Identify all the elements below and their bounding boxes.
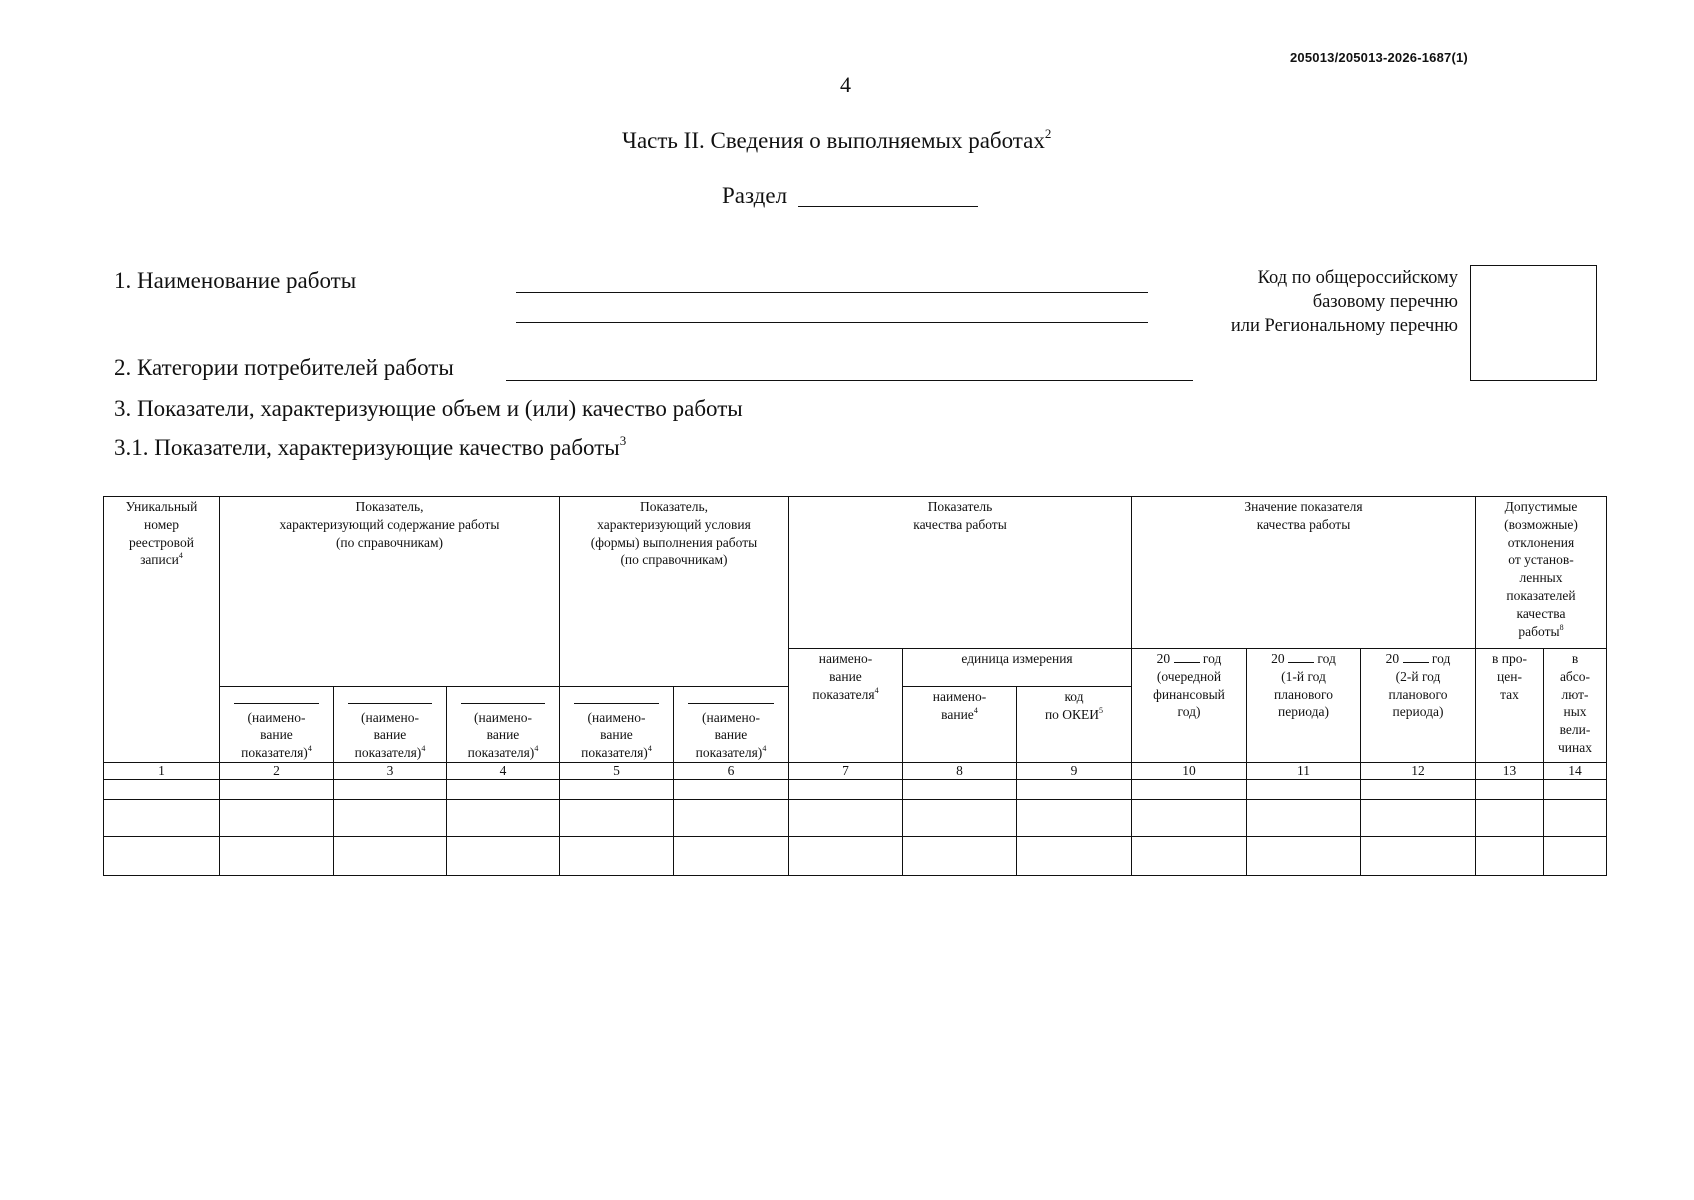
footnote-mark: 4 bbox=[762, 744, 767, 754]
conditions-indicator-2-header bbox=[674, 687, 789, 763]
year-line bbox=[1247, 650, 1360, 668]
quality-indicators-table bbox=[103, 496, 1607, 876]
part-title bbox=[622, 128, 1051, 154]
quality-indicator-name-header bbox=[789, 649, 903, 763]
quality-indicators-label bbox=[114, 435, 626, 461]
quality-indicators-text: 3.1. Показатели, характеризующие качество работы bbox=[114, 435, 620, 460]
table-cell[interactable] bbox=[1247, 800, 1361, 837]
table-cell[interactable] bbox=[1132, 837, 1247, 876]
indicator-name-line[interactable] bbox=[461, 703, 545, 704]
header-line: вание bbox=[373, 727, 407, 743]
header-line: цен- bbox=[1497, 668, 1522, 684]
column-number: 14 bbox=[1544, 763, 1607, 780]
table-cell[interactable] bbox=[1476, 800, 1544, 837]
table-cell[interactable] bbox=[560, 780, 674, 800]
column-number-row bbox=[104, 763, 1607, 780]
footnote-mark: 4 bbox=[647, 744, 652, 754]
header-line: в bbox=[1571, 651, 1579, 666]
header-line: Показатель, bbox=[355, 499, 424, 514]
table-cell[interactable] bbox=[334, 800, 447, 837]
column-number: 11 bbox=[1247, 763, 1361, 780]
part-title-text: Часть II. Сведения о выполняемых работах bbox=[622, 128, 1045, 153]
part-title-footnote: 2 bbox=[1044, 126, 1052, 141]
table-cell[interactable] bbox=[220, 780, 334, 800]
header-line: ных bbox=[1563, 704, 1587, 720]
quality-indicators-footnote: 3 bbox=[619, 433, 627, 448]
header-line bbox=[447, 744, 559, 762]
header-line-text: показателя bbox=[812, 686, 875, 702]
header-line bbox=[560, 744, 673, 762]
header-line: абсо- bbox=[1559, 668, 1591, 684]
header-line: периода) bbox=[1278, 704, 1329, 720]
code-box[interactable] bbox=[1470, 265, 1597, 381]
header-line: показателей bbox=[1506, 587, 1576, 603]
header-line: планового bbox=[1274, 686, 1333, 702]
header-line: (наимено- bbox=[702, 709, 760, 725]
table-cell[interactable] bbox=[220, 800, 334, 837]
content-indicator-2-header bbox=[334, 687, 447, 763]
header-line: вели- bbox=[1559, 722, 1591, 738]
year-blank[interactable] bbox=[1403, 650, 1429, 663]
header-line: (2-й год bbox=[1395, 668, 1441, 684]
col-unique-number-header bbox=[104, 497, 220, 763]
column-number: 6 bbox=[674, 763, 789, 780]
header-line: характеризующий условия bbox=[597, 516, 751, 532]
table-cell[interactable] bbox=[104, 837, 220, 876]
table-cell[interactable] bbox=[220, 837, 334, 876]
footnote-mark: 4 bbox=[178, 551, 183, 561]
footnote-mark: 8 bbox=[1559, 622, 1564, 632]
header-line-text: записи bbox=[140, 552, 179, 568]
deviation-absolute-header bbox=[1544, 649, 1607, 763]
header-line-text: по ОКЕИ bbox=[1044, 706, 1100, 722]
header-line: год) bbox=[1177, 704, 1201, 720]
unit-code-header bbox=[1017, 687, 1132, 763]
header-line: качества работы bbox=[1256, 516, 1351, 532]
year-word: год bbox=[1202, 651, 1222, 666]
page-number: 4 bbox=[840, 72, 851, 97]
indicator-caption bbox=[674, 709, 788, 762]
code-label-line: базовому перечню bbox=[1312, 292, 1458, 312]
work-name-line-1[interactable] bbox=[516, 292, 1148, 293]
table-cell[interactable] bbox=[1544, 780, 1607, 800]
content-indicator-3-header bbox=[447, 687, 560, 763]
content-indicator-1-header bbox=[220, 687, 334, 763]
table-cell[interactable] bbox=[903, 780, 1017, 800]
header-line-text: показателя) bbox=[581, 745, 648, 761]
column-number: 10 bbox=[1132, 763, 1247, 780]
header-line-text: работы bbox=[1518, 623, 1560, 639]
table-cell[interactable] bbox=[903, 837, 1017, 876]
header-line-text: показателя) bbox=[354, 745, 422, 761]
header-line: (1-й год bbox=[1281, 668, 1326, 684]
footnote-mark: 4 bbox=[973, 705, 978, 715]
header-line: Уникальный bbox=[125, 499, 198, 514]
header-line: (возможные) bbox=[1504, 516, 1578, 532]
column-number: 3 bbox=[334, 763, 447, 780]
header-line: реестровой bbox=[129, 534, 194, 550]
table-cell[interactable] bbox=[674, 780, 789, 800]
footnote-mark: 4 bbox=[421, 744, 426, 754]
table-cell[interactable] bbox=[1247, 837, 1361, 876]
header-line: периода) bbox=[1392, 704, 1444, 720]
header-line: Допустимые bbox=[1504, 499, 1578, 514]
year-word: год bbox=[1431, 651, 1451, 666]
header-line: (наимено- bbox=[587, 709, 646, 725]
table-cell[interactable] bbox=[560, 800, 674, 837]
header-line bbox=[674, 744, 788, 762]
column-number: 2 bbox=[220, 763, 334, 780]
header-line-text: показателя) bbox=[241, 745, 308, 761]
header-line bbox=[1017, 706, 1131, 724]
indicator-name-line[interactable] bbox=[688, 703, 774, 704]
header-line: (наимено- bbox=[361, 709, 419, 725]
table-cell[interactable] bbox=[1017, 800, 1132, 837]
header-line: код bbox=[1064, 689, 1084, 704]
table-cell[interactable] bbox=[789, 800, 903, 837]
header-line-text: показателя) bbox=[695, 745, 763, 761]
header-line: лют- bbox=[1561, 686, 1589, 702]
indicator-caption bbox=[447, 709, 559, 762]
table-cell[interactable] bbox=[1361, 837, 1476, 876]
header-line: отклонения bbox=[1507, 534, 1575, 550]
header-line: чинах bbox=[1558, 739, 1592, 755]
section-number-line[interactable] bbox=[798, 206, 978, 207]
header-line: вание bbox=[600, 727, 633, 743]
code-label bbox=[1170, 266, 1458, 338]
table-cell[interactable] bbox=[104, 780, 220, 800]
consumers-line[interactable] bbox=[506, 380, 1193, 381]
table-cell[interactable] bbox=[1132, 800, 1247, 837]
table-cell[interactable] bbox=[1132, 780, 1247, 800]
header-line bbox=[903, 706, 1016, 724]
indicator-value-group-header bbox=[1132, 497, 1476, 649]
year-word: год bbox=[1317, 651, 1336, 666]
header-line: (по справочникам) bbox=[335, 534, 444, 550]
header-line-text: вание bbox=[941, 706, 974, 722]
header-line: вание bbox=[714, 727, 748, 743]
table-cell[interactable] bbox=[674, 800, 789, 837]
table-row bbox=[104, 780, 1607, 800]
footnote-mark: 4 bbox=[874, 685, 879, 695]
table-cell[interactable] bbox=[447, 837, 560, 876]
indicator-name-line[interactable] bbox=[234, 703, 319, 704]
header-line: планового bbox=[1388, 686, 1448, 702]
unit-of-measure-header: единица измерения bbox=[903, 649, 1132, 687]
code-label-line: или Региональному перечню bbox=[1230, 316, 1458, 336]
footnote-mark: 4 bbox=[534, 744, 539, 754]
header-line: (наимено- bbox=[247, 709, 306, 725]
section-label: Раздел bbox=[722, 183, 788, 208]
table-cell[interactable] bbox=[1247, 780, 1361, 800]
column-number: 4 bbox=[447, 763, 560, 780]
header-line: качества работы bbox=[913, 516, 1007, 532]
indicators-label: 3. Показатели, характеризующие объем и (или) качество работы bbox=[114, 396, 743, 421]
header-line: (очередной bbox=[1156, 668, 1222, 684]
deviation-percent-header bbox=[1476, 649, 1544, 763]
header-line: качества bbox=[1516, 605, 1566, 621]
header-line: вание bbox=[486, 727, 520, 743]
footnote-mark: 4 bbox=[307, 744, 312, 754]
table-cell[interactable] bbox=[1476, 780, 1544, 800]
content-indicator-group-header bbox=[220, 497, 560, 687]
table-cell[interactable] bbox=[1544, 837, 1607, 876]
column-number: 5 bbox=[560, 763, 674, 780]
footnote-mark: 5 bbox=[1099, 705, 1104, 715]
column-number: 1 bbox=[104, 763, 220, 780]
year-line bbox=[1361, 650, 1475, 668]
year-blank[interactable] bbox=[1174, 650, 1200, 663]
table-cell[interactable] bbox=[447, 780, 560, 800]
year-line bbox=[1132, 650, 1246, 668]
table-row bbox=[104, 837, 1607, 876]
header-line: номер bbox=[143, 516, 179, 532]
table-cell[interactable] bbox=[789, 837, 903, 876]
header-line: финансовый bbox=[1153, 686, 1225, 702]
table-cell[interactable] bbox=[1017, 780, 1132, 800]
header-line: вание bbox=[260, 727, 293, 743]
header-line: (наимено- bbox=[474, 709, 532, 725]
table-row bbox=[104, 800, 1607, 837]
conditions-indicator-group-header bbox=[560, 497, 789, 687]
header-line: Показатель bbox=[927, 499, 993, 514]
table-cell[interactable] bbox=[1017, 837, 1132, 876]
work-name-line-2[interactable] bbox=[516, 322, 1148, 323]
table-cell[interactable] bbox=[1361, 800, 1476, 837]
header-line: вание bbox=[829, 668, 862, 684]
table-cell[interactable] bbox=[1476, 837, 1544, 876]
header-line-text: показателя) bbox=[467, 745, 535, 761]
work-name-label: 1. Наименование работы bbox=[114, 268, 357, 293]
indicator-caption bbox=[560, 709, 673, 762]
header-line: Значение показателя bbox=[1244, 499, 1363, 514]
indicator-caption bbox=[334, 709, 446, 762]
allowed-deviation-group-header bbox=[1476, 497, 1607, 649]
table-cell[interactable] bbox=[334, 780, 447, 800]
column-number: 13 bbox=[1476, 763, 1544, 780]
table-cell[interactable] bbox=[334, 837, 447, 876]
quality-indicator-group-header bbox=[789, 497, 1132, 649]
year-1-header bbox=[1132, 649, 1247, 763]
header-line: ленных bbox=[1519, 570, 1563, 586]
header-line: в про- bbox=[1492, 651, 1527, 666]
column-number: 8 bbox=[903, 763, 1017, 780]
header-line: от установ- bbox=[1508, 552, 1574, 568]
table-cell[interactable] bbox=[903, 800, 1017, 837]
document-id: 205013/205013-2026-1687(1) bbox=[1290, 50, 1468, 65]
header-line bbox=[789, 686, 902, 704]
year-prefix: 20 bbox=[1156, 651, 1171, 666]
year-prefix: 20 bbox=[1385, 651, 1400, 666]
column-number: 7 bbox=[789, 763, 903, 780]
table-cell[interactable] bbox=[1361, 780, 1476, 800]
year-prefix: 20 bbox=[1271, 651, 1285, 666]
header-line: (по справочникам) bbox=[620, 552, 728, 568]
table-cell[interactable] bbox=[104, 800, 220, 837]
header-line bbox=[1476, 623, 1606, 641]
header-line bbox=[334, 744, 446, 762]
header-line: Показатель, bbox=[640, 499, 708, 514]
header-line: наимено- bbox=[932, 689, 987, 704]
table-cell[interactable] bbox=[560, 837, 674, 876]
header-line: тах bbox=[1500, 686, 1519, 702]
header-line: наимено- bbox=[818, 651, 873, 666]
table-cell[interactable] bbox=[674, 837, 789, 876]
table-cell[interactable] bbox=[447, 800, 560, 837]
year-3-header bbox=[1361, 649, 1476, 763]
indicator-name-line[interactable] bbox=[348, 703, 432, 704]
year-2-header bbox=[1247, 649, 1361, 763]
table-cell[interactable] bbox=[789, 780, 903, 800]
indicator-caption bbox=[220, 709, 333, 762]
header-line: характеризующий содержание работы bbox=[279, 516, 500, 532]
header-line: (формы) выполнения работы bbox=[590, 534, 758, 550]
column-number: 12 bbox=[1361, 763, 1476, 780]
unit-name-header bbox=[903, 687, 1017, 763]
column-number: 9 bbox=[1017, 763, 1132, 780]
consumers-label: 2. Категории потребителей работы bbox=[114, 355, 454, 380]
code-label-line: Код по общероссийскому bbox=[1257, 268, 1458, 288]
header-line bbox=[104, 551, 219, 569]
table-cell[interactable] bbox=[1544, 800, 1607, 837]
year-blank[interactable] bbox=[1288, 650, 1314, 663]
conditions-indicator-1-header bbox=[560, 687, 674, 763]
indicator-name-line[interactable] bbox=[574, 703, 659, 704]
header-line bbox=[220, 744, 333, 762]
